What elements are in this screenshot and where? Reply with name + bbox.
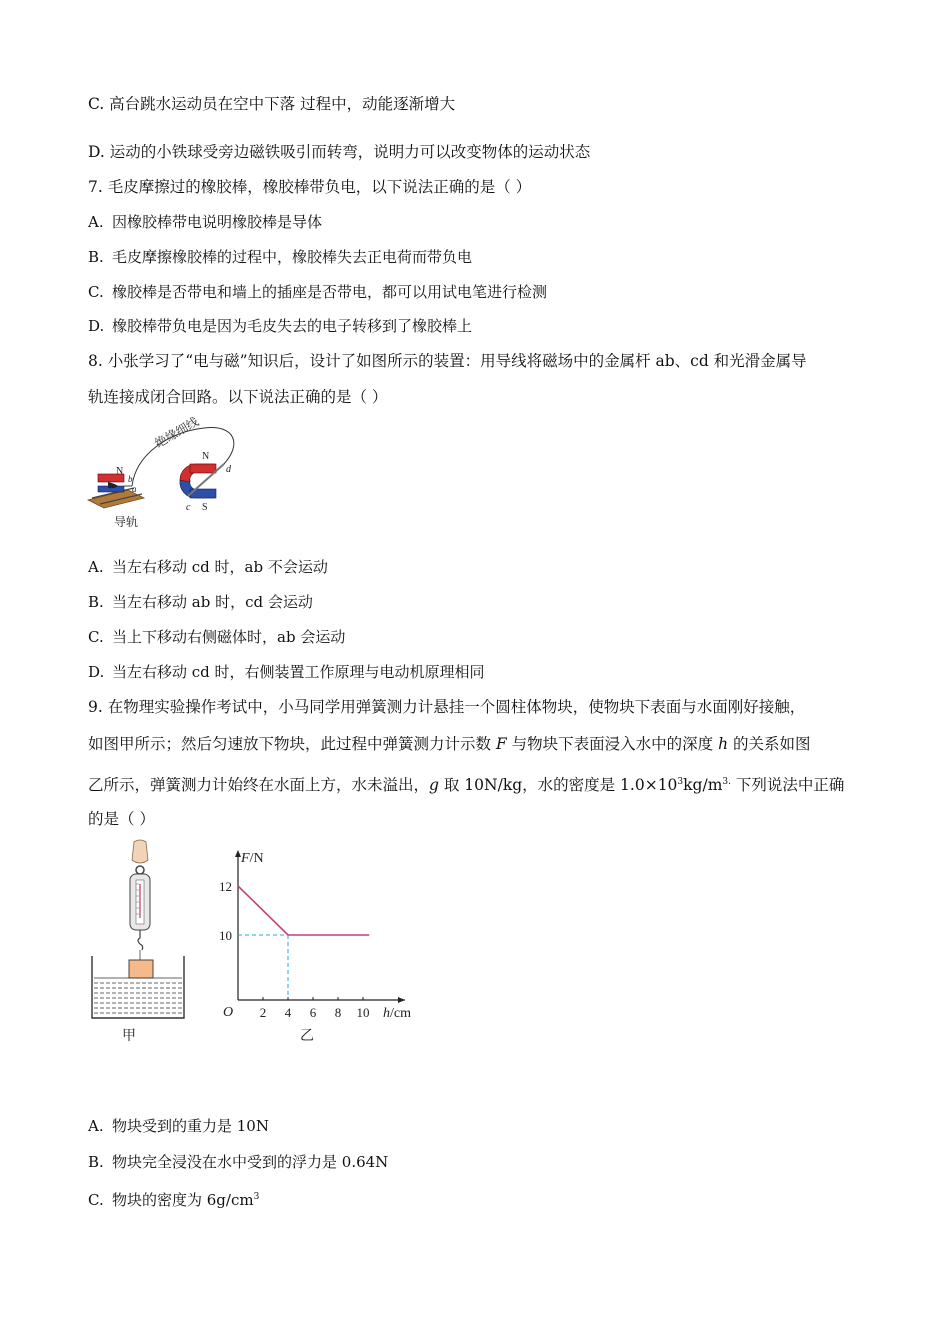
q6-option-d: D. 运动的小铁球受旁边磁铁吸引而转弯，说明力可以改变物体的运动状态 <box>88 143 591 161</box>
q9-figure-jia <box>86 838 196 1048</box>
q8-option-c: C. 当上下移动右侧磁体时，ab 会运动 <box>88 628 346 646</box>
q7-option-c: C. 橡胶棒是否带电和墙上的插座是否带电，都可以用试电笔进行检测 <box>88 283 548 301</box>
series-line <box>238 886 369 935</box>
q8-option-a: A. 当左右移动 cd 时，ab 不会运动 <box>88 558 328 576</box>
q8-option-d: D. 当左右移动 cd 时，右侧装置工作原理与电动机原理相同 <box>88 663 485 681</box>
right-n-label: N <box>202 451 210 462</box>
q9-option-a: A. 物块受到的重力是 10N <box>88 1117 269 1135</box>
q8-stem-line2: 轨连接成闭合回路。以下说法正确的是（ ） <box>88 388 388 406</box>
x-tick-label: 4 <box>284 1005 292 1020</box>
c-label: c <box>186 502 191 513</box>
s-label: S <box>202 502 208 513</box>
b-label: b <box>128 474 133 484</box>
thread-label: 绝缘细线 <box>152 414 202 451</box>
left-n-label: N <box>116 466 124 477</box>
q9-stem-line3: 乙所示，弹簧测力计始终在水面上方，水未溢出，g 取 10N/kg，水的密度是 $1.0\times 10^3kg/m^{3.}$ 下列说法中正确 <box>88 776 845 794</box>
x-tick-label: 8 <box>334 1005 342 1020</box>
q9-graph-yi <box>205 842 425 1047</box>
q8-apparatus-figure <box>84 414 254 530</box>
q8-option-b: B. 当左右移动 ab 时，cd 会运动 <box>88 593 313 611</box>
rail-label: 导轨 <box>114 515 139 529</box>
x-axis-arrow <box>398 997 405 1003</box>
q7-stem: 7. 毛皮摩擦过的橡胶棒，橡胶棒带负电，以下说法正确的是（ ） <box>88 178 532 196</box>
fig-yi-caption: 乙 <box>300 1029 314 1044</box>
q9-stem-line2: 如图甲所示；然后匀速放下物块，此过程中弹簧测力计示数 F 与物块下表面浸入水中的深度 h 的关系如图 <box>88 735 811 753</box>
fig-jia-label: 甲 <box>122 1029 136 1044</box>
x-axis-label: h/cm <box>383 1006 411 1021</box>
q9-option-b: B. 物块完全浸没在水中受到的浮力是 0.64N <box>88 1153 389 1171</box>
y-axis-label: F/N <box>241 851 264 866</box>
d-label: d <box>226 464 231 475</box>
q8-stem-line1: 8. 小张学习了“电与磁”知识后，设计了如图所示的装置：用导线将磁场中的金属杆 ab、cd 和光滑金属导 <box>88 352 807 370</box>
q6-option-c: C. 高台跳水运动员在空中下落 过程中，动能逐渐增大 <box>88 95 456 113</box>
q9-stem-line4: 的是（ ） <box>88 810 155 828</box>
a-label: a <box>132 484 137 494</box>
x-tick-label: 10 <box>356 1005 370 1020</box>
y-tick-label: 12 <box>219 879 232 894</box>
y-tick-label: 10 <box>219 928 232 943</box>
q9-stem-line1: 9. 在物理实验操作考试中，小马同学用弹簧测力计悬挂一个圆柱体物块，使物块下表面与水面刚好接触， <box>88 698 806 716</box>
origin-label: O <box>223 1005 234 1020</box>
q7-option-b: B. 毛皮摩擦橡胶棒的过程中，橡胶棒失去正电荷而带负电 <box>88 248 473 266</box>
q7-option-d: D. 橡胶棒带负电是因为毛皮失去的电子转移到了橡胶棒上 <box>88 317 473 335</box>
x-tick-label: 2 <box>259 1005 267 1020</box>
q7-option-a: A. 因橡胶棒带电说明橡胶棒是导体 <box>88 213 323 231</box>
q9-option-c: C. 物块的密度为 $6g/cm^3$ <box>88 1191 260 1209</box>
x-tick-label: 6 <box>309 1005 317 1020</box>
